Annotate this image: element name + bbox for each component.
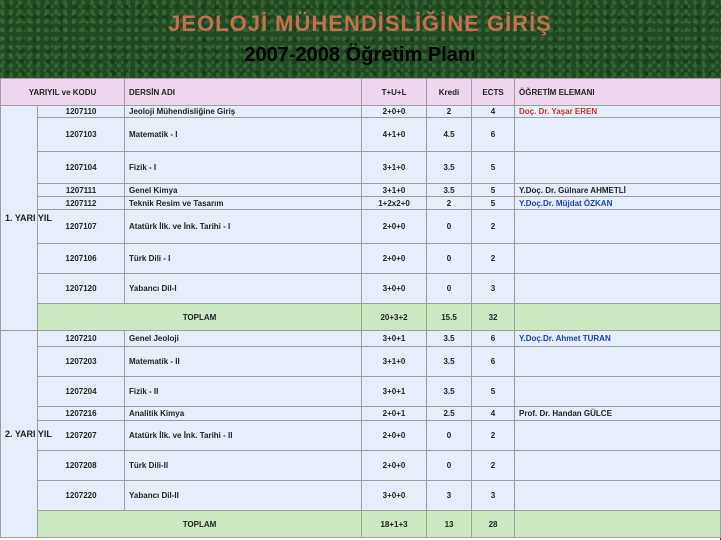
course-name: Atatürk İlk. ve İnk. Tarihi - II: [125, 421, 362, 451]
table-row: [1, 244, 721, 274]
course-ects: 6: [472, 331, 515, 347]
course-instructor: [515, 451, 721, 481]
course-tul: 3+1+0: [362, 152, 427, 184]
table-row: [1, 347, 721, 377]
course-instructor: [515, 481, 721, 511]
course-instructor: [515, 118, 721, 152]
table-row: [1, 210, 721, 244]
course-instructor: [515, 244, 721, 274]
course-instructor: [515, 377, 721, 407]
course-name: Jeoloji Mühendisliğine Giriş: [125, 106, 362, 118]
course-code: 1207210: [38, 331, 125, 347]
header-eleman: ÖĞRETİM ELEMANI: [515, 79, 721, 106]
course-tul: 3+0+1: [362, 331, 427, 347]
header-ects: ECTS: [472, 79, 515, 106]
course-ects: 2: [472, 210, 515, 244]
course-instructor: Y.Doç.Dr. Müjdat ÖZKAN: [515, 197, 721, 210]
course-instructor: Prof. Dr. Handan GÜLCE: [515, 407, 721, 421]
header-tul: T+U+L: [362, 79, 427, 106]
course-name: Matematik - I: [125, 118, 362, 152]
course-code: 1207104: [38, 152, 125, 184]
total-instructor-empty: [515, 304, 721, 331]
header-ders: DERSİN ADI: [125, 79, 362, 106]
course-code: 1207216: [38, 407, 125, 421]
course-ects: 6: [472, 347, 515, 377]
table-row: [1, 331, 721, 347]
course-name: Yabancı Dil-I: [125, 274, 362, 304]
course-code: 1207203: [38, 347, 125, 377]
course-ects: 2: [472, 244, 515, 274]
course-kredi: 0: [427, 210, 472, 244]
course-tul: 2+0+0: [362, 106, 427, 118]
course-tul: 3+0+0: [362, 274, 427, 304]
course-code: 1207120: [38, 274, 125, 304]
course-code: 1207110: [38, 106, 125, 118]
total-kredi: 15.5: [427, 304, 472, 331]
course-plan-table: [0, 78, 721, 538]
table-row: [1, 118, 721, 152]
course-tul: 3+1+0: [362, 184, 427, 197]
course-instructor: Doç. Dr. Yaşar EREN: [515, 106, 721, 118]
table-row: [1, 106, 721, 118]
page-title: JEOLOJİ MÜHENDİSLİĞİNE GİRİŞ: [168, 11, 552, 36]
course-instructor: [515, 347, 721, 377]
table-row: [1, 451, 721, 481]
course-kredi: 0: [427, 244, 472, 274]
course-code: 1207204: [38, 377, 125, 407]
course-kredi: 3.5: [427, 152, 472, 184]
course-instructor: Y.Doç. Dr. Gülnare AHMETLİ: [515, 184, 721, 197]
table-row: [1, 407, 721, 421]
table-row: [1, 184, 721, 197]
course-code: 1207207: [38, 421, 125, 451]
course-name: Türk Dili-II: [125, 451, 362, 481]
table-row: [1, 274, 721, 304]
header-yariyil: YARIYIL ve KODU: [1, 79, 125, 106]
table-row: [1, 421, 721, 451]
total-instructor-empty: [515, 511, 721, 538]
total-ects: 28: [472, 511, 515, 538]
course-tul: 2+0+0: [362, 210, 427, 244]
course-kredi: 2.5: [427, 407, 472, 421]
course-kredi: 0: [427, 451, 472, 481]
course-kredi: 4.5: [427, 118, 472, 152]
course-code: 1207220: [38, 481, 125, 511]
course-code: 1207111: [38, 184, 125, 197]
course-tul: 2+0+0: [362, 244, 427, 274]
course-tul: 2+0+1: [362, 407, 427, 421]
course-kredi: 3.5: [427, 331, 472, 347]
total-row: [1, 304, 721, 331]
course-kredi: 0: [427, 421, 472, 451]
course-tul: 4+1+0: [362, 118, 427, 152]
semester-1-label: 1. YARI YIL: [1, 106, 38, 331]
course-instructor: [515, 274, 721, 304]
total-label: TOPLAM: [38, 304, 362, 331]
course-ects: 3: [472, 274, 515, 304]
course-name: Matematik - II: [125, 347, 362, 377]
total-tul: 18+1+3: [362, 511, 427, 538]
course-instructor: Y.Doç.Dr. Ahmet TURAN: [515, 331, 721, 347]
course-instructor: [515, 152, 721, 184]
page-subtitle: 2007-2008 Öğretim Planı: [244, 44, 476, 66]
header-row: [1, 79, 721, 106]
total-kredi: 13: [427, 511, 472, 538]
course-name: Teknik Resim ve Tasarım: [125, 197, 362, 210]
course-code: 1207103: [38, 118, 125, 152]
total-ects: 32: [472, 304, 515, 331]
course-instructor: [515, 421, 721, 451]
course-ects: 6: [472, 118, 515, 152]
table-row: [1, 481, 721, 511]
course-name: Yabancı Dil-II: [125, 481, 362, 511]
course-tul: 3+1+0: [362, 347, 427, 377]
course-name: Fizik - I: [125, 152, 362, 184]
course-name: Genel Kimya: [125, 184, 362, 197]
course-code: 1207107: [38, 210, 125, 244]
course-name: Analitik Kimya: [125, 407, 362, 421]
total-row: [1, 511, 721, 538]
header-kredi: Kredi: [427, 79, 472, 106]
table-row: [1, 197, 721, 210]
total-tul: 20+3+2: [362, 304, 427, 331]
course-kredi: 0: [427, 274, 472, 304]
course-kredi: 2: [427, 197, 472, 210]
course-instructor: [515, 210, 721, 244]
course-name: Atatürk İlk. ve İnk. Tarihi - I: [125, 210, 362, 244]
course-ects: 5: [472, 184, 515, 197]
course-code: 1207112: [38, 197, 125, 210]
semester-2-label: 2. YARI YIL: [1, 331, 38, 538]
course-kredi: 3: [427, 481, 472, 511]
course-ects: 2: [472, 421, 515, 451]
course-code: 1207208: [38, 451, 125, 481]
course-tul: 3+0+1: [362, 377, 427, 407]
course-plan-table-container: [0, 78, 720, 540]
course-kredi: 3.5: [427, 347, 472, 377]
course-ects: 5: [472, 197, 515, 210]
course-name: Fizik - II: [125, 377, 362, 407]
course-ects: 3: [472, 481, 515, 511]
total-label: TOPLAM: [38, 511, 362, 538]
course-kredi: 3.5: [427, 377, 472, 407]
course-ects: 4: [472, 407, 515, 421]
table-row: [1, 152, 721, 184]
course-tul: 1+2x2+0: [362, 197, 427, 210]
course-name: Türk Dili - I: [125, 244, 362, 274]
course-tul: 2+0+0: [362, 421, 427, 451]
table-row: [1, 377, 721, 407]
course-ects: 2: [472, 451, 515, 481]
course-code: 1207106: [38, 244, 125, 274]
course-tul: 3+0+0: [362, 481, 427, 511]
course-kredi: 3.5: [427, 184, 472, 197]
course-ects: 5: [472, 377, 515, 407]
course-ects: 4: [472, 106, 515, 118]
course-kredi: 2: [427, 106, 472, 118]
course-name: Genel Jeoloji: [125, 331, 362, 347]
course-ects: 5: [472, 152, 515, 184]
course-tul: 2+0+0: [362, 451, 427, 481]
